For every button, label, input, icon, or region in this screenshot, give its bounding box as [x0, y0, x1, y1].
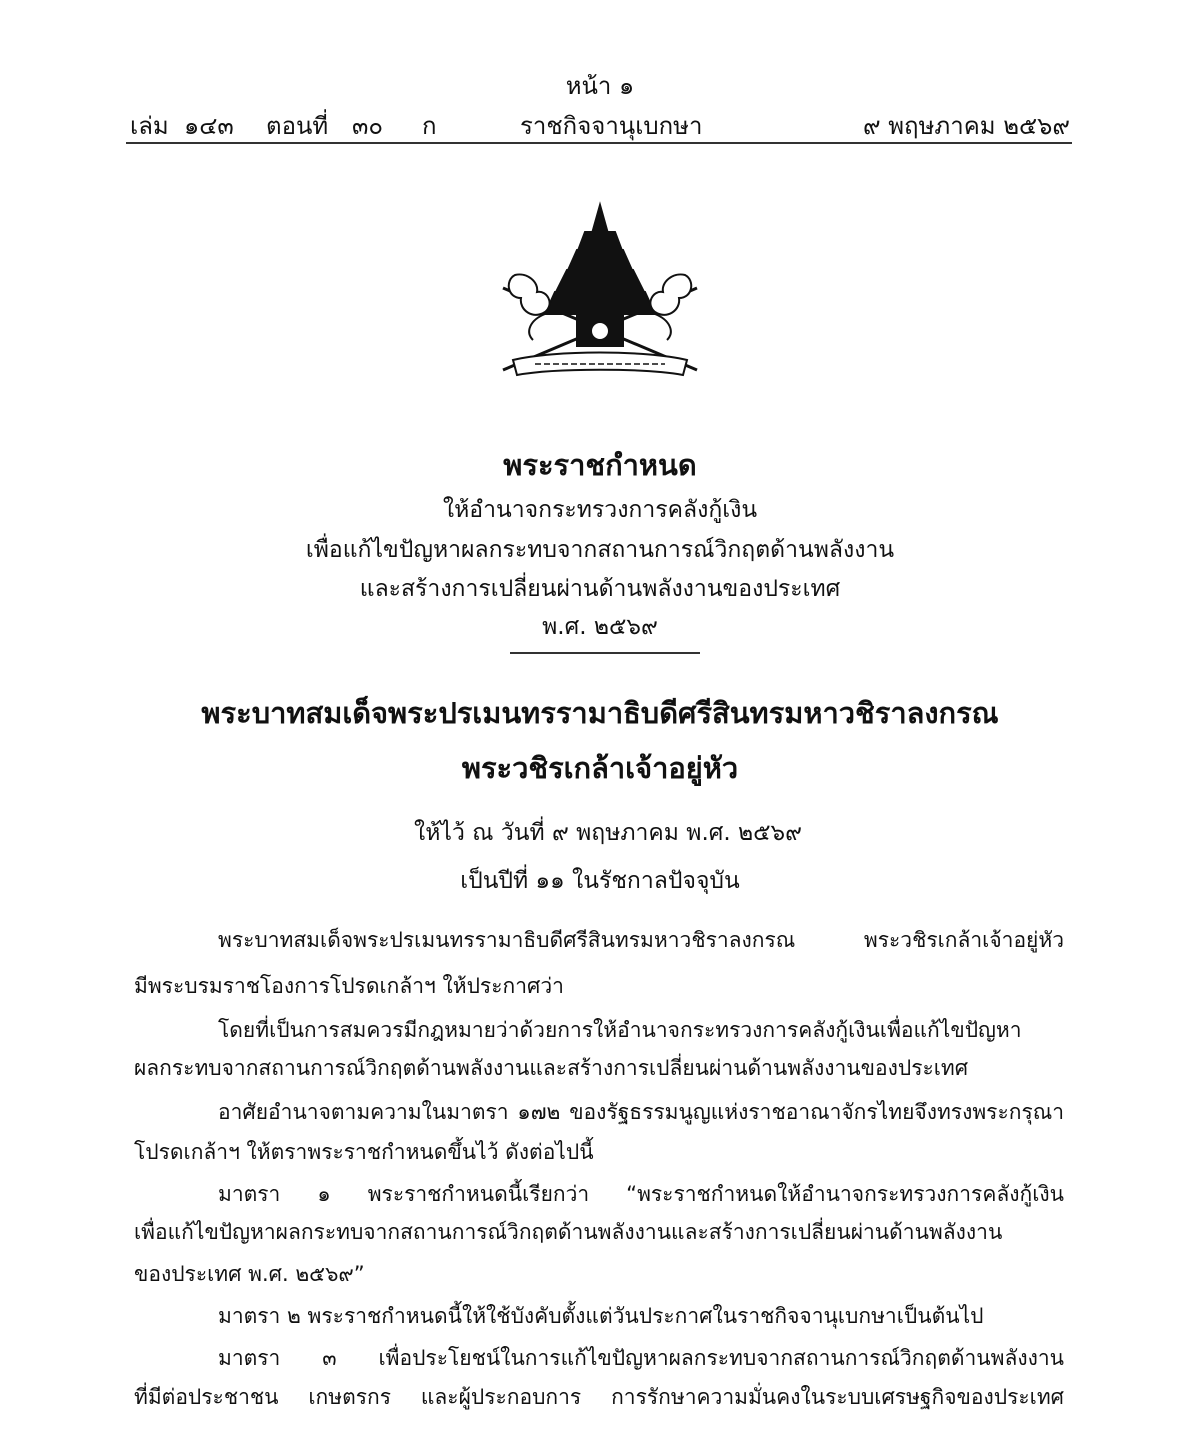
monarch-name: พระบาทสมเด็จพระปรเมนทรรามาธิบดีศรีสินทรมหาวชิราลงกรณ: [201, 696, 999, 730]
issue-number: ๓๐: [352, 112, 384, 140]
gazette-header: [130, 106, 1070, 140]
monarch-title: พระวชิรเกล้าเจ้าอยู่หัว: [461, 751, 739, 785]
body-line: โปรดเกล้าฯ ให้ตราพระราชกำหนดขึ้นไว้ ดังต่อไปนี้: [134, 1140, 594, 1164]
body-line: ผลกระทบจากสถานการณ์วิกฤตด้านพลังงานและสร้างการเปลี่ยนผ่านด้านพลังงานของประเทศ: [134, 1056, 969, 1080]
body-line: มีพระบรมราชโองการโปรดเกล้าฯ ให้ประกาศว่า: [134, 974, 564, 998]
section-1-line: มาตรา ๑ พระราชกำหนดนี้เรียกว่า “พระราชกำหนดให้อำนาจกระทรวงการคลังกู้เงิน: [218, 1182, 1064, 1206]
publication-date: ๙ พฤษภาคม ๒๕๖๙: [863, 112, 1070, 140]
volume-number: ๑๔๓: [184, 112, 234, 140]
section-1-line: ของประเทศ พ.ศ. ๒๕๖๙”: [134, 1262, 365, 1286]
section-3-line: มาตรา ๓ เพื่อประโยชน์ในการแก้ไขปัญหาผลกระทบจากสถานการณ์วิกฤตด้านพลังงาน: [218, 1346, 1064, 1370]
decree-subtitle-line: และสร้างการเปลี่ยนผ่านด้านพลังงานของประเทศ: [359, 576, 841, 602]
section-1-line: เพื่อแก้ไขปัญหาผลกระทบจากสถานการณ์วิกฤตด้านพลังงานและสร้างการเปลี่ยนผ่านด้านพลังงาน: [134, 1220, 1003, 1244]
royal-garuda-seal-icon: [485, 200, 715, 385]
body-line: โดยที่เป็นการสมควรมีกฎหมายว่าด้วยการให้อำนาจกระทรวงการคลังกู้เงินเพื่อแก้ไขปัญหา: [218, 1018, 1022, 1042]
body-line: พระบาทสมเด็จพระปรเมนทรรามาธิบดีศรีสินทรมหาวชิราลงกรณ พระวชิรเกล้าเจ้าอยู่หัว: [218, 928, 1064, 952]
section-letter: ก: [422, 112, 437, 140]
gazette-name: ราชกิจจานุเบกษา: [520, 112, 703, 140]
reign-year: เป็นปีที่ ๑๑ ในรัชกาลปัจจุบัน: [460, 868, 740, 894]
issue-label: ตอนที่: [266, 112, 329, 140]
section-2-line: มาตรา ๒ พระราชกำหนดนี้ให้ใช้บังคับตั้งแต่วันประกาศในราชกิจจานุเบกษาเป็นต้นไป: [218, 1304, 984, 1328]
title-divider: [510, 652, 700, 654]
body-line: อาศัยอำนาจตามความในมาตรา ๑๗๒ ของรัฐธรรมนูญแห่งราชอาณาจักรไทยจึงทรงพระกรุณา: [218, 1100, 1064, 1124]
volume-label: เล่ม: [130, 112, 169, 140]
decree-subtitle-line: ให้อำนาจกระทรวงการคลังกู้เงิน: [442, 497, 758, 523]
section-3-line: ที่มีต่อประชาชน เกษตรกร และผู้ประกอบการ การรักษาความมั่นคงในระบบเศรษฐกิจของประเทศ: [134, 1385, 1064, 1409]
header-divider: [126, 142, 1072, 144]
decree-year: พ.ศ. ๒๕๖๙: [542, 614, 658, 640]
decree-title: พระราชกำหนด: [503, 448, 697, 482]
given-date: ให้ไว้ ณ วันที่ ๙ พฤษภาคม พ.ศ. ๒๕๖๙: [414, 820, 802, 846]
decree-subtitle-line: เพื่อแก้ไขปัญหาผลกระทบจากสถานการณ์วิกฤตด้านพลังงาน: [305, 537, 895, 563]
page-number: หน้า ๑: [565, 72, 635, 100]
